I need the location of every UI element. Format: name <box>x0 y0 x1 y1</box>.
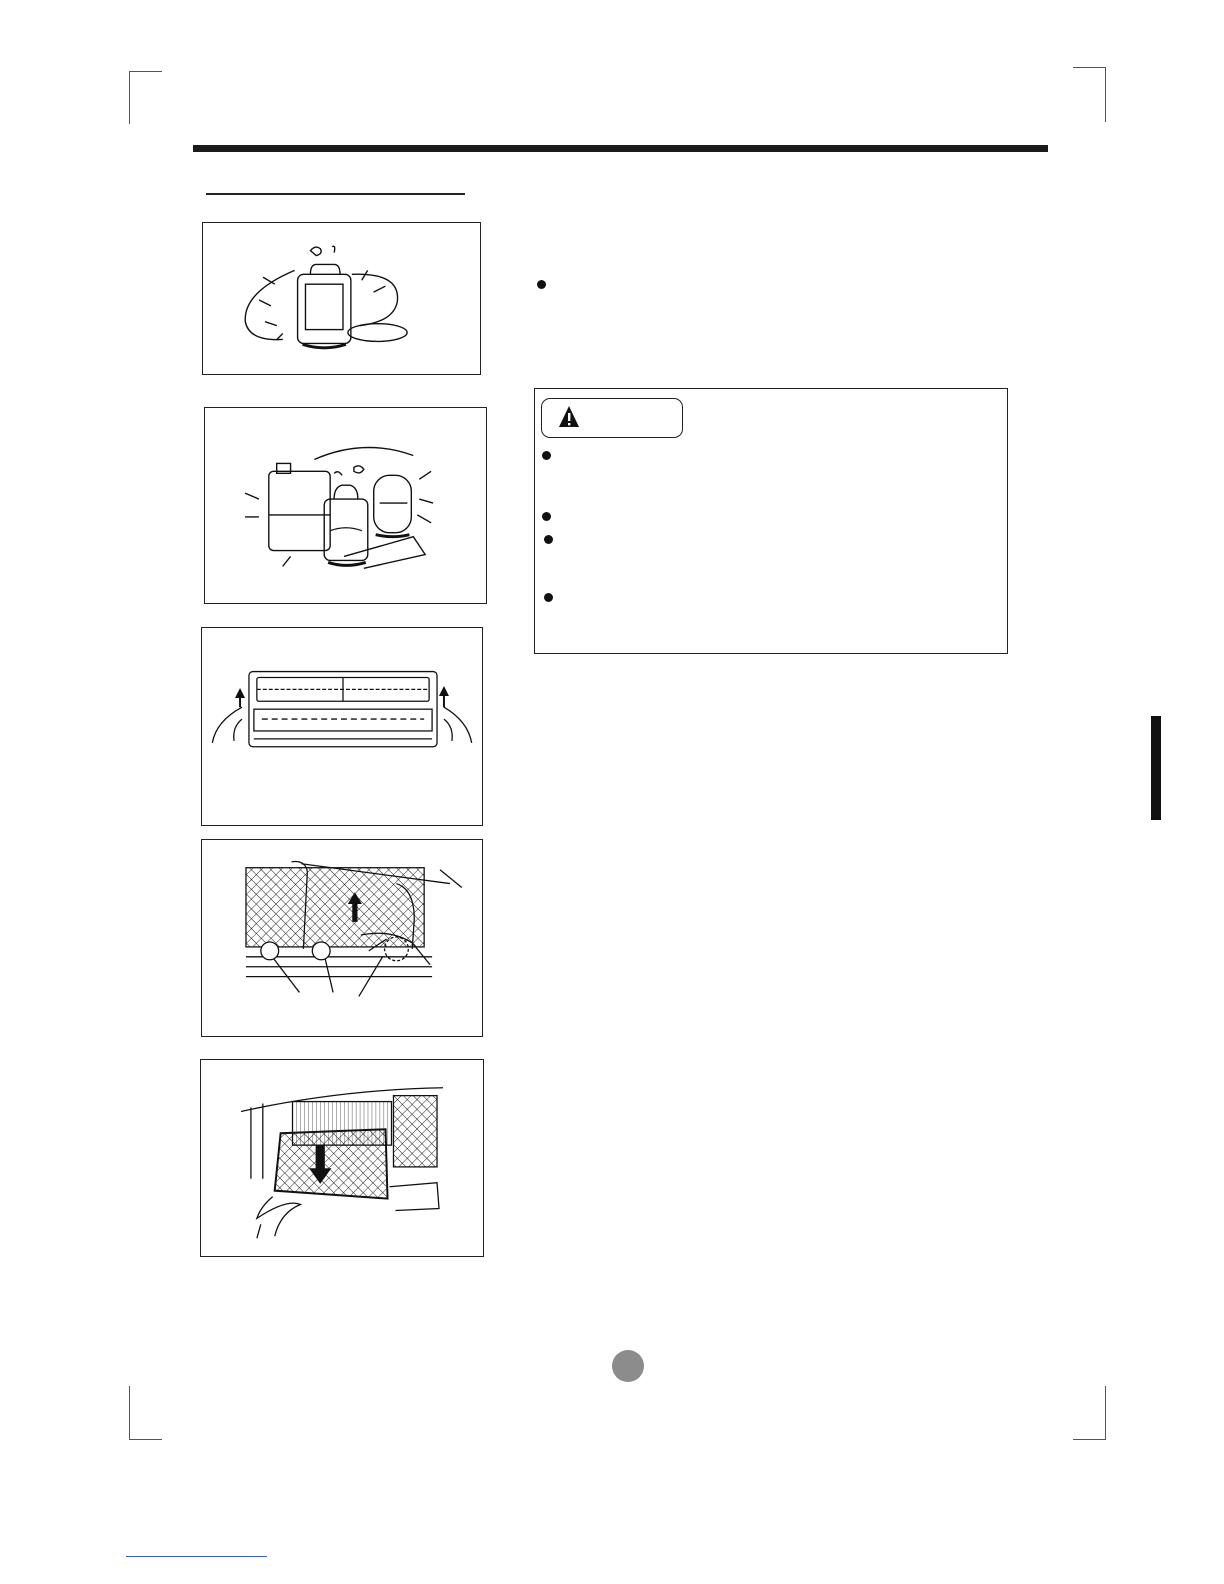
crop-mark-top-right-h <box>1073 67 1106 68</box>
chemical-containers-illustration <box>204 407 487 604</box>
crop-mark-bottom-right-v <box>1105 1386 1106 1439</box>
lift-front-panel-illustration <box>201 627 483 826</box>
section-tab <box>1151 716 1161 820</box>
text-bullet <box>537 280 546 289</box>
crop-mark-top-left-v <box>129 71 130 124</box>
caution-bullet-4 <box>544 593 553 602</box>
cleaning-bottle-illustration <box>202 222 481 375</box>
crop-mark-top-right-v <box>1105 67 1106 122</box>
crop-mark-bottom-left-h <box>129 1439 162 1440</box>
header-rule <box>193 145 1048 152</box>
crop-mark-bottom-left-v <box>129 1386 130 1439</box>
filter-down-illustration-icon <box>201 1060 483 1256</box>
section-title-underline <box>206 193 465 195</box>
warning-triangle-icon <box>558 405 580 429</box>
bottom-link-underline[interactable] <box>126 1556 267 1557</box>
crop-mark-bottom-right-h <box>1073 1439 1106 1440</box>
page-number-dot <box>612 1350 644 1382</box>
caution-bullet-1 <box>542 451 551 460</box>
bottle-illustration-icon <box>203 223 480 374</box>
caution-bullet-3 <box>544 535 553 544</box>
crop-mark-top-left-h <box>129 71 162 72</box>
panel-lift-illustration-icon <box>202 628 482 825</box>
caution-bullet-2 <box>542 512 551 521</box>
filter-up-illustration-icon <box>202 840 482 1036</box>
chemicals-illustration-icon <box>205 408 486 603</box>
pull-filter-down-illustration <box>200 1059 484 1257</box>
push-filter-tab-illustration <box>201 839 483 1037</box>
